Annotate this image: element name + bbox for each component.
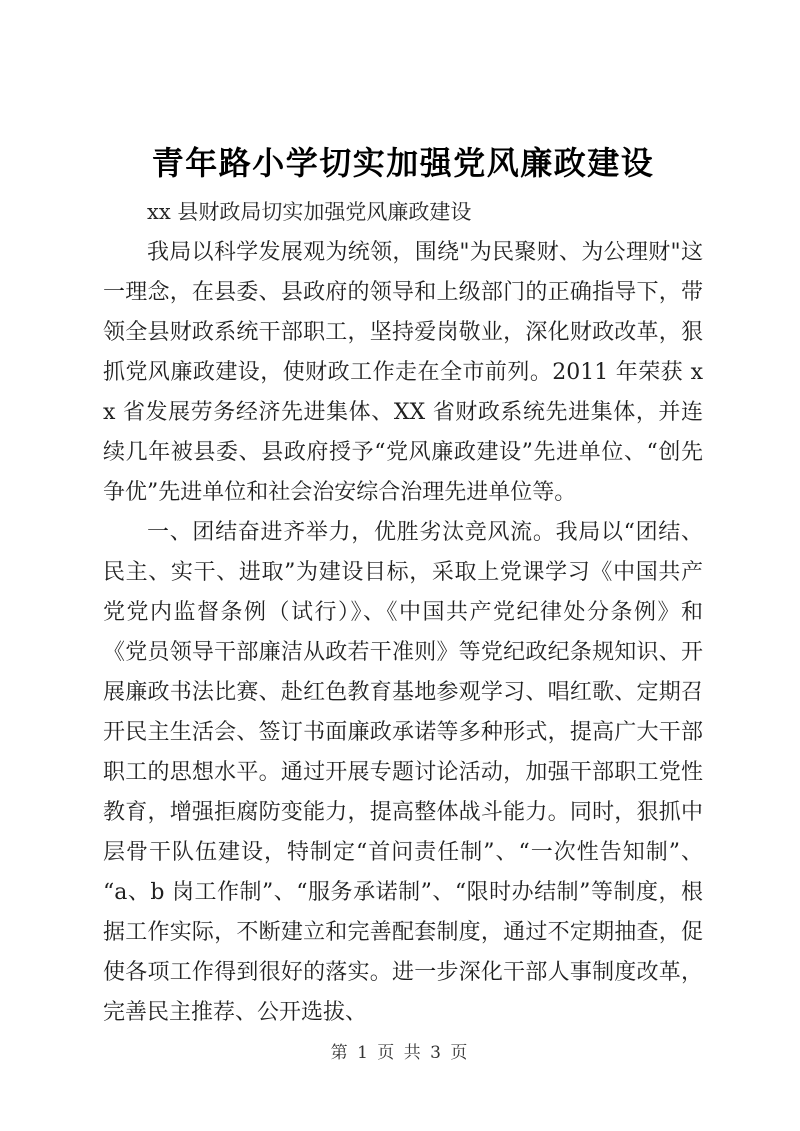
page-footer [0,1041,800,1065]
paragraph-intro: 我局以科学发展观为统领，围绕"为民聚财、为公理财"这一理念，在县委、县政府的领导和上级部门的正确指导下，带领全县财政系统干部职工，坚持爱岗敬业，深化财政改革，狠抓党风廉政建设，使财政工作走在全市前列。2011 年荣获 xx 省发展劳务经济先进集体、XX 省财政系统先进集体，并连续几年被县委、县政府授予“党风廉政建设”先进单位、“创先争优”先进单位和社会治安综合治理先进单位等。 [103,240,703,505]
document-content [103,0,703,1033]
document-body [103,233,703,1033]
paragraph-section-one: 一、团结奋进齐举力，优胜劣汰竞风流。我局以“团结、民主、实干、进取”为建设目标，采取上党课学习《中国共产党党内监督条例（试行）》、《中国共产党纪律处分条例》和《党员领导干部廉洁从政若干准则》等党纪政纪条规知识、开展廉政书法比赛、赴红色教育基地参观学习、唱红歌、定期召开民主生活会、签订书面廉政承诺等多种形式，提高广大干部职工的思想水平。通过开展专题讨论活动，加强干部职工党性教育，增强拒腐防变能力，提高整体战斗能力。同时，狠抓中层骨干队伍建设，特制定“首问责任制”、“一次性告知制”、“a、b 岗工作制”、“服务承诺制”、“限时办结制”等制度，根据工作实际，不断建立和完善配套制度，通过不定期抽查，促使各项工作得到很好的落实。进一步深化干部人事制度改革，完善民主推荐、公开选拔、 [103,520,703,1025]
document-subtitle: xx 县财政局切实加强党风廉政建设 [147,200,472,224]
page-number-indicator: 第 1 页 共 3 页 [330,1043,470,1063]
document-title: 青年路小学切实加强党风廉政建设 [151,144,655,182]
